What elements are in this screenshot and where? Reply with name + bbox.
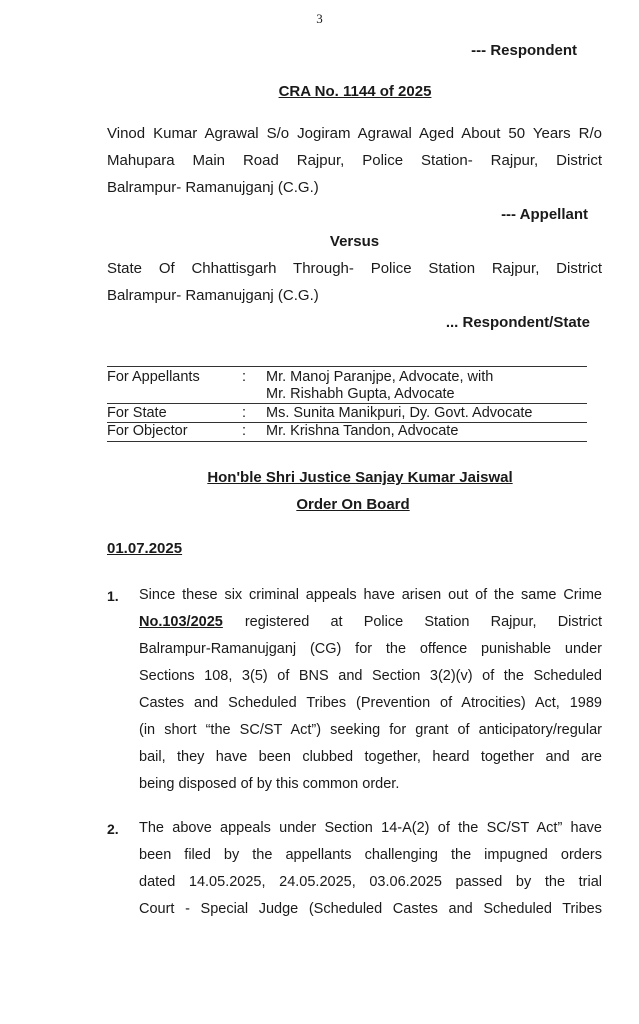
order-date: 01.07.2025 (107, 540, 183, 557)
versus-heading: Versus (329, 233, 380, 250)
counsel-name: Mr. Krishna Tandon, Advocate (266, 423, 459, 439)
appellant-line-3: Balrampur- Ramanujganj (C.G.) (107, 179, 319, 196)
paragraph-line (139, 614, 602, 630)
counsel-name: Mr. Manoj Paranjpe, Advocate, with (266, 369, 494, 385)
respondent-line-1: State Of Chhattisgarh Through- Police Station Rajpur, District (107, 260, 602, 277)
counsel-colon: : (242, 405, 247, 421)
paragraph-line: Sections 108, 3(5) of BNS and Section 3(2)(v) of the Scheduled (139, 668, 602, 684)
paragraph-line: (in short “the SC/ST Act”) seeking for grant of anticipatory/regular (139, 722, 602, 738)
paragraph-line: The above appeals under Section 14-A(2) of the SC/ST Act” have (139, 820, 602, 836)
paragraph-line: Court - Special Judge (Scheduled Castes and Scheduled Tribes (139, 901, 602, 917)
paragraph-line: Balrampur-Ramanujganj (CG) for the offence punishable under (139, 641, 602, 657)
counsel-name: Ms. Sunita Manikpuri, Dy. Govt. Advocate (266, 405, 533, 421)
paragraph-line: bail, they have been clubbed together, heard together and are (139, 749, 602, 765)
appellant-label: --- Appellant (501, 206, 588, 223)
paragraph-line: dated 14.05.2025, 24.05.2025, 03.06.2025 passed by the trial (139, 874, 602, 890)
respondent-label: ... Respondent/State (445, 314, 590, 331)
paragraph-line: Since these six criminal appeals have arisen out of the same Crime (139, 587, 602, 603)
counsel-party-appellants: For Appellants (107, 369, 200, 385)
table-rule (107, 403, 587, 404)
paragraph-line: Castes and Scheduled Tribes (Prevention of Atrocities) Act, 1989 (139, 695, 602, 711)
paragraph-line-text: registered at Police Station Rajpur, District (244, 614, 602, 630)
counsel-colon: : (242, 423, 247, 439)
table-bottom-rule (107, 441, 587, 442)
paragraph-line: been filed by the appellants challenging the impugned orders (139, 847, 602, 863)
respondent-line-2: Balrampur- Ramanujganj (C.G.) (107, 287, 319, 304)
counsel-name: Mr. Rishabh Gupta, Advocate (266, 386, 455, 402)
counsel-party-objector: For Objector (107, 423, 188, 439)
page-number: 3 (316, 11, 323, 26)
paragraph-line: being disposed of by this common order. (139, 776, 400, 792)
paragraph-number: 1. (107, 588, 119, 604)
judge-name: Hon'ble Shri Justice Sanjay Kumar Jaiswal (207, 469, 513, 486)
crime-number: No.103/2025 (139, 614, 223, 630)
case-number: CRA No. 1144 of 2025 (278, 83, 432, 100)
respondent-label-previous: --- Respondent (471, 42, 577, 59)
table-top-rule (107, 366, 587, 367)
paragraph-number: 2. (107, 821, 119, 837)
counsel-colon: : (242, 369, 247, 385)
appellant-line-1: Vinod Kumar Agrawal S/o Jogiram Agrawal Aged About 50 Years R/o (107, 125, 602, 142)
appellant-line-2: Mahupara Main Road Rajpur, Police Station- Rajpur, District (107, 152, 602, 169)
counsel-party-state: For State (107, 405, 167, 421)
order-title: Order On Board (296, 496, 410, 513)
